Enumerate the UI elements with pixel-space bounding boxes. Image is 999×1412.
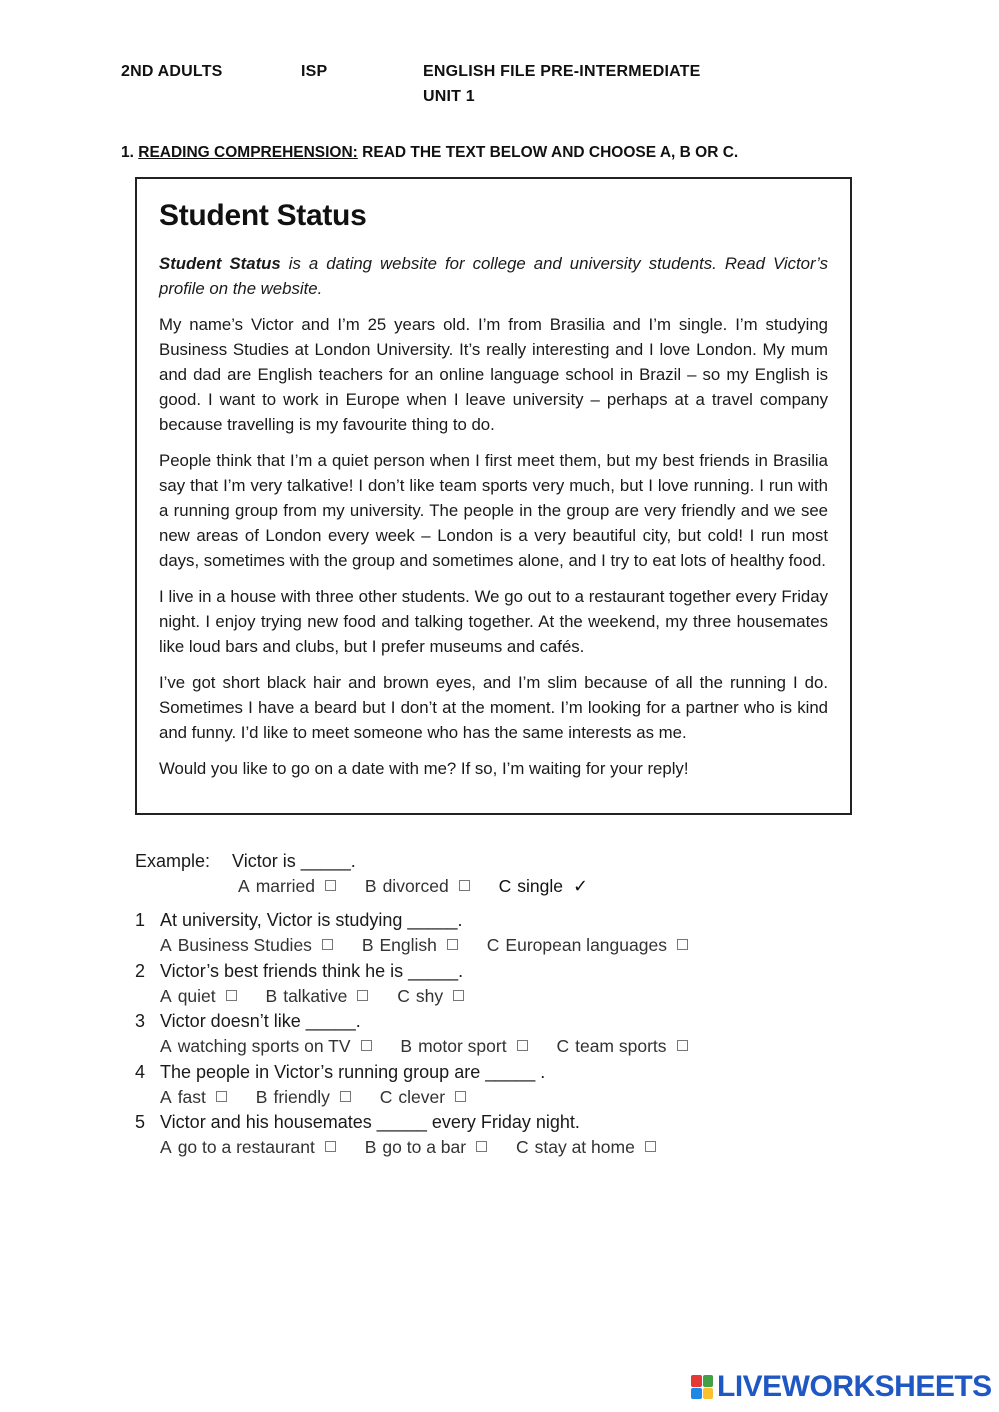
checkbox[interactable] xyxy=(226,990,237,1001)
logo-square xyxy=(703,1388,714,1400)
liveworksheets-logo xyxy=(691,1372,992,1402)
option-text: married xyxy=(255,876,316,896)
option-text: go to a restaurant xyxy=(177,1137,315,1157)
instruction-text: READ THE TEXT BELOW AND CHOOSE A, B OR C. xyxy=(357,144,739,161)
question-option[interactable] xyxy=(160,986,237,1007)
example-options xyxy=(238,876,612,897)
question-4-options xyxy=(160,1087,490,1108)
option-letter: A xyxy=(160,1036,172,1056)
question-number: 4 xyxy=(135,1062,146,1082)
article-intro-rest: is a dating website for college and university students. Read Victor’s profile on the website. xyxy=(159,254,828,298)
option-letter: B xyxy=(364,876,377,896)
checkbox[interactable] xyxy=(357,990,368,1001)
question-option[interactable] xyxy=(556,1036,687,1057)
option-text: team sports xyxy=(575,1036,667,1056)
question-text: At university, Victor is studying _____. xyxy=(160,910,463,930)
question-1 xyxy=(135,910,462,931)
option-text: shy xyxy=(415,986,444,1006)
example-question-text: Victor is _____. xyxy=(232,851,356,871)
example-label: Example: xyxy=(135,851,211,871)
question-number: 3 xyxy=(135,1011,146,1031)
checkbox[interactable] xyxy=(645,1141,656,1152)
option-text: motor sport xyxy=(418,1036,507,1056)
question-3-options xyxy=(160,1036,712,1057)
article-paragraph: I live in a house with three other students. We go out to a restaurant together every Friday night. I enjoy trying new food and talking together. At the weekend, my three housemates like loud bars and clubs, but I prefer museums and cafés. xyxy=(159,587,828,656)
checkbox[interactable] xyxy=(325,1141,336,1152)
question-option[interactable] xyxy=(397,986,464,1007)
option-text: single xyxy=(517,876,563,896)
option-text: clever xyxy=(398,1087,446,1107)
article-paragraph: I’ve got short black hair and brown eyes, and I’m slim because of all the running I do. Sometimes I have a beard but I don’t at the moment. I’m looking for a partner who is kind and funny. I’d like to meet someone who has the same interests as me. xyxy=(159,673,828,742)
question-1-options xyxy=(160,935,712,956)
question-2-options xyxy=(160,986,488,1007)
option-letter: B xyxy=(361,935,374,955)
question-option[interactable] xyxy=(160,1036,372,1057)
checkbox[interactable] xyxy=(517,1040,528,1051)
checkbox[interactable] xyxy=(340,1091,351,1102)
option-letter: C xyxy=(486,935,500,955)
option-letter: A xyxy=(160,986,172,1006)
question-2 xyxy=(135,961,463,982)
option-letter: B xyxy=(265,986,278,1006)
question-5 xyxy=(135,1112,580,1133)
checkbox[interactable] xyxy=(459,880,470,891)
question-option[interactable] xyxy=(266,986,369,1007)
option-text: watching sports on TV xyxy=(177,1036,351,1056)
option-letter: A xyxy=(238,876,250,896)
header-school: ISP xyxy=(301,63,328,80)
checkbox[interactable] xyxy=(455,1091,466,1102)
question-text: Victor’s best friends think he is _____. xyxy=(160,961,464,981)
option-letter: A xyxy=(160,1087,172,1107)
option-letter: C xyxy=(498,876,512,896)
instruction-label: READING COMPREHENSION: xyxy=(138,144,358,161)
option-letter: C xyxy=(379,1087,393,1107)
question-option[interactable] xyxy=(256,1087,351,1108)
example-option-b[interactable] xyxy=(365,876,470,897)
question-5-options xyxy=(160,1137,680,1158)
checkbox[interactable] xyxy=(361,1040,372,1051)
header-book: ENGLISH FILE PRE-INTERMEDIATE xyxy=(423,63,701,80)
question-option[interactable] xyxy=(362,935,458,956)
question-option[interactable] xyxy=(400,1036,527,1057)
question-option[interactable] xyxy=(487,935,688,956)
option-letter: B xyxy=(364,1137,377,1157)
option-text: divorced xyxy=(382,876,449,896)
article-intro-bold: Student Status xyxy=(159,254,281,273)
checkbox[interactable] xyxy=(325,880,336,891)
option-letter: C xyxy=(556,1036,570,1056)
option-letter: C xyxy=(515,1137,529,1157)
article-intro xyxy=(159,251,828,301)
option-letter: A xyxy=(160,935,172,955)
question-text: Victor and his housemates _____ every Friday night. xyxy=(160,1112,580,1132)
logo-square xyxy=(691,1375,702,1387)
option-text: talkative xyxy=(283,986,348,1006)
checkbox[interactable] xyxy=(322,939,333,950)
question-option[interactable] xyxy=(516,1137,656,1158)
article-paragraph: My name’s Victor and I’m 25 years old. I’m from Brasilia and I’m single. I’m studying Business Studies at London University. It’s really interesting and I love London. My mum and dad are English teachers for an online language school in Brazil – so my English is good. I want to work in Europe when I leave university – perhaps at a travel company because travelling is my favourite thing to do. xyxy=(159,315,828,434)
option-text: English xyxy=(379,935,437,955)
checkbox[interactable] xyxy=(216,1091,227,1102)
checkbox[interactable] xyxy=(447,939,458,950)
option-text: quiet xyxy=(177,986,216,1006)
article-paragraph: Would you like to go on a date with me? If so, I’m waiting for your reply! xyxy=(159,759,689,778)
option-text: go to a bar xyxy=(382,1137,467,1157)
question-number: 5 xyxy=(135,1112,146,1132)
question-option[interactable] xyxy=(160,935,333,956)
header-unit: UNIT 1 xyxy=(423,88,475,105)
option-text: fast xyxy=(177,1087,206,1107)
example-option-c[interactable] xyxy=(499,876,588,897)
article-title: Student Status xyxy=(159,199,367,232)
option-text: stay at home xyxy=(534,1137,635,1157)
question-number: 2 xyxy=(135,961,146,981)
logo-mark-icon xyxy=(691,1375,713,1399)
option-text: Business Studies xyxy=(177,935,312,955)
checkmark-icon: ✓ xyxy=(572,876,589,896)
option-letter: A xyxy=(160,1137,172,1157)
logo-square xyxy=(691,1388,702,1400)
question-option[interactable] xyxy=(160,1137,336,1158)
header-level: 2ND ADULTS xyxy=(121,63,223,80)
option-text: European languages xyxy=(505,935,667,955)
logo-text: LIVEWORKSHEETS xyxy=(717,1370,992,1403)
instruction xyxy=(121,144,738,162)
article-box xyxy=(135,177,852,815)
question-text: The people in Victor’s running group are _____ . xyxy=(160,1062,546,1082)
question-4 xyxy=(135,1062,545,1083)
option-letter: B xyxy=(255,1087,268,1107)
question-text: Victor doesn’t like _____. xyxy=(160,1011,361,1031)
checkbox[interactable] xyxy=(677,939,688,950)
logo-square xyxy=(703,1375,714,1387)
question-option[interactable] xyxy=(365,1137,487,1158)
instruction-number: 1. xyxy=(121,144,134,161)
example-option-a[interactable] xyxy=(238,876,336,897)
checkbox[interactable] xyxy=(677,1040,688,1051)
option-letter: C xyxy=(397,986,410,1006)
article-paragraph: People think that I’m a quiet person when I first meet them, but my best friends in Brasilia say that I’m very talkative! I don’t like team sports very much, but I love running. I run with a running group from my university. The people in the group are very friendly and we see new areas of London every week – London is a very beautiful city, but cold! I run most days, sometimes with the group and sometimes alone, and I try to eat lots of healthy food. xyxy=(159,451,828,570)
checkbox[interactable] xyxy=(476,1141,487,1152)
question-option[interactable] xyxy=(380,1087,466,1108)
example-question xyxy=(135,851,356,872)
option-text: friendly xyxy=(273,1087,330,1107)
question-number: 1 xyxy=(135,910,146,930)
question-option[interactable] xyxy=(160,1087,227,1108)
question-3 xyxy=(135,1011,361,1032)
option-letter: B xyxy=(400,1036,413,1056)
checkbox[interactable] xyxy=(453,990,464,1001)
